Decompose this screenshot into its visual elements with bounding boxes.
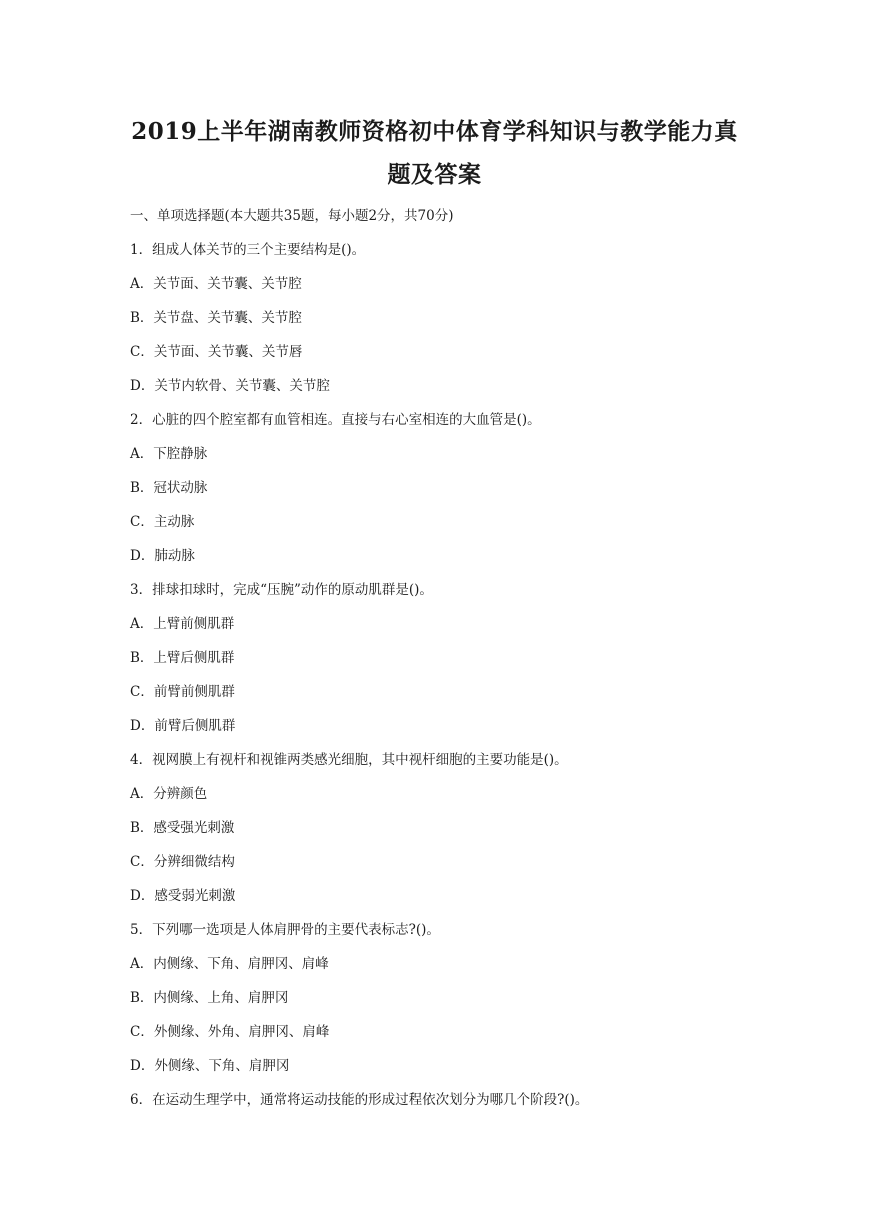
question-5-stem: 5．下列哪一选项是人体肩胛骨的主要代表标志?()。	[130, 922, 440, 938]
question-5-option-c: C．外侧缘、外角、肩胛冈、肩峰	[130, 1024, 330, 1040]
question-4-stem: 4．视网膜上有视杆和视锥两类感光细胞，其中视杆细胞的主要功能是()。	[130, 752, 568, 768]
question-5-option-b: B．内侧缘、上角、肩胛冈	[130, 990, 289, 1006]
question-5-option-a: A．内侧缘、下角、肩胛冈、肩峰	[130, 956, 329, 972]
question-1-stem: 1．组成人体关节的三个主要结构是()。	[130, 242, 366, 258]
question-2-option-b: B．冠状动脉	[130, 480, 208, 496]
question-6-stem: 6．在运动生理学中，通常将运动技能的形成过程依次划分为哪几个阶段?()。	[130, 1092, 589, 1108]
question-4-option-a: A．分辨颜色	[130, 786, 208, 802]
question-2-option-a: A．下腔静脉	[130, 446, 208, 462]
question-4-option-c: C．分辨细微结构	[130, 854, 235, 870]
question-3-option-d: D．前臂后侧肌群	[130, 718, 236, 734]
question-4-option-d: D．感受弱光刺激	[130, 888, 236, 904]
section-heading: 一、单项选择题(本大题共35题，每小题2分，共70分)	[130, 208, 454, 224]
question-3-option-b: B．上臂后侧肌群	[130, 650, 235, 666]
question-3-option-c: C．前臂前侧肌群	[130, 684, 235, 700]
question-2-option-c: C．主动脉	[130, 514, 195, 530]
question-3-stem: 3．排球扣球时，完成“压腕”动作的原动肌群是()。	[130, 582, 433, 598]
question-3-option-a: A．上臂前侧肌群	[130, 616, 235, 632]
question-5-option-d: D．外侧缘、下角、肩胛冈	[130, 1058, 290, 1074]
question-2-stem: 2．心脏的四个腔室都有血管相连。直接与右心室相连的大血管是()。	[130, 412, 541, 428]
question-4-option-b: B．感受强光刺激	[130, 820, 235, 836]
question-1-option-d: D．关节内软骨、关节囊、关节腔	[130, 378, 330, 394]
question-1-option-a: A．关节面、关节囊、关节腔	[130, 276, 302, 292]
document-title-line-2: 题及答案	[387, 161, 482, 188]
question-1-option-b: B．关节盘、关节囊、关节腔	[130, 310, 302, 326]
question-2-option-d: D．肺动脉	[130, 548, 195, 564]
document-title-line-1: 2019上半年湖南教师资格初中体育学科知识与教学能力真	[131, 118, 738, 145]
question-1-option-c: C．关节面、关节囊、关节唇	[130, 344, 303, 360]
